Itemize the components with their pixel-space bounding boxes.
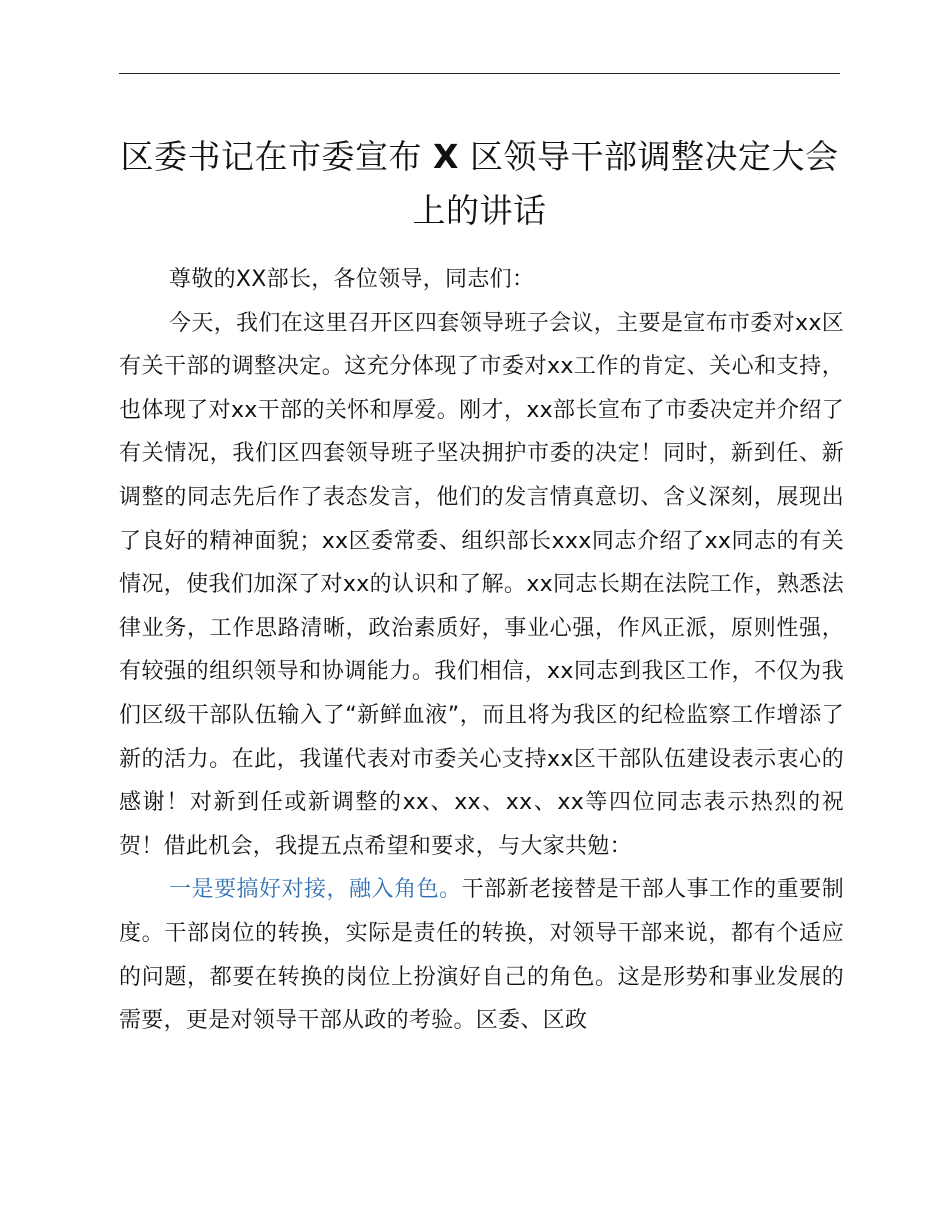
title-x: X (433, 137, 459, 176)
point-1-text: 干部新老接替是干部人事工作的重要制度。干部岗位的转换，实际是责任的转换，对领导干部来说，都有个适应的问题，都要在转换的岗位上扮演好自己的角色。这是形势和事业发展的需要，更是对领导干部从政的考验。区委、区政 (119, 877, 844, 1034)
document-title (119, 130, 840, 238)
salutation: 尊敬的XX部长，各位领导，同志们： (169, 267, 535, 292)
paragraph-1: 今天，我们在这里召开区四套领导班子会议，主要是宣布市委对xx区有关干部的调整决定。这充分体现了市委对xx工作的肯定、关心和支持，也体现了对xx干部的关怀和厚爱。刚才，xx部长宣布了市委决定并介绍了有关情况，我们区四套领导班子坚决拥护市委的决定！同时，新到任、新调整的同志先后作了表态发言，他们的发言情真意切、含义深刻，展现出了良好的精神面貌；xx区委常委、组织部长xxx同志介绍了xx同志的有关情况，使我们加深了对xx的认识和了解。xx同志长期在法院工作，熟悉法律业务，工作思路清晰，政治素质好，事业心强，作风正派，原则性强，有较强的组织领导和协调能力。我们相信，xx同志到我区工作，不仅为我们区级干部队伍输入了“新鲜血液”，而且将为我区的纪检监察工作增添了新的活力。在此，我谨代表对市委关心支持xx区干部队伍建设表示衷心的感谢！对新到任或新调整的xx、xx、xx、xx等四位同志表示热烈的祝贺！借此机会，我提五点希望和要求，与大家共勉： (119, 310, 844, 859)
title-suffix: 区领导干部调整决定大会上的讲话 (412, 137, 839, 230)
document-body (119, 258, 844, 1043)
paragraph-point-1 (119, 868, 844, 1042)
header-rule (119, 73, 840, 74)
point-1-heading: 一是要搞好对接，融入角色。 (169, 877, 462, 903)
title-prefix: 区委书记在市委宣布 (120, 137, 423, 176)
